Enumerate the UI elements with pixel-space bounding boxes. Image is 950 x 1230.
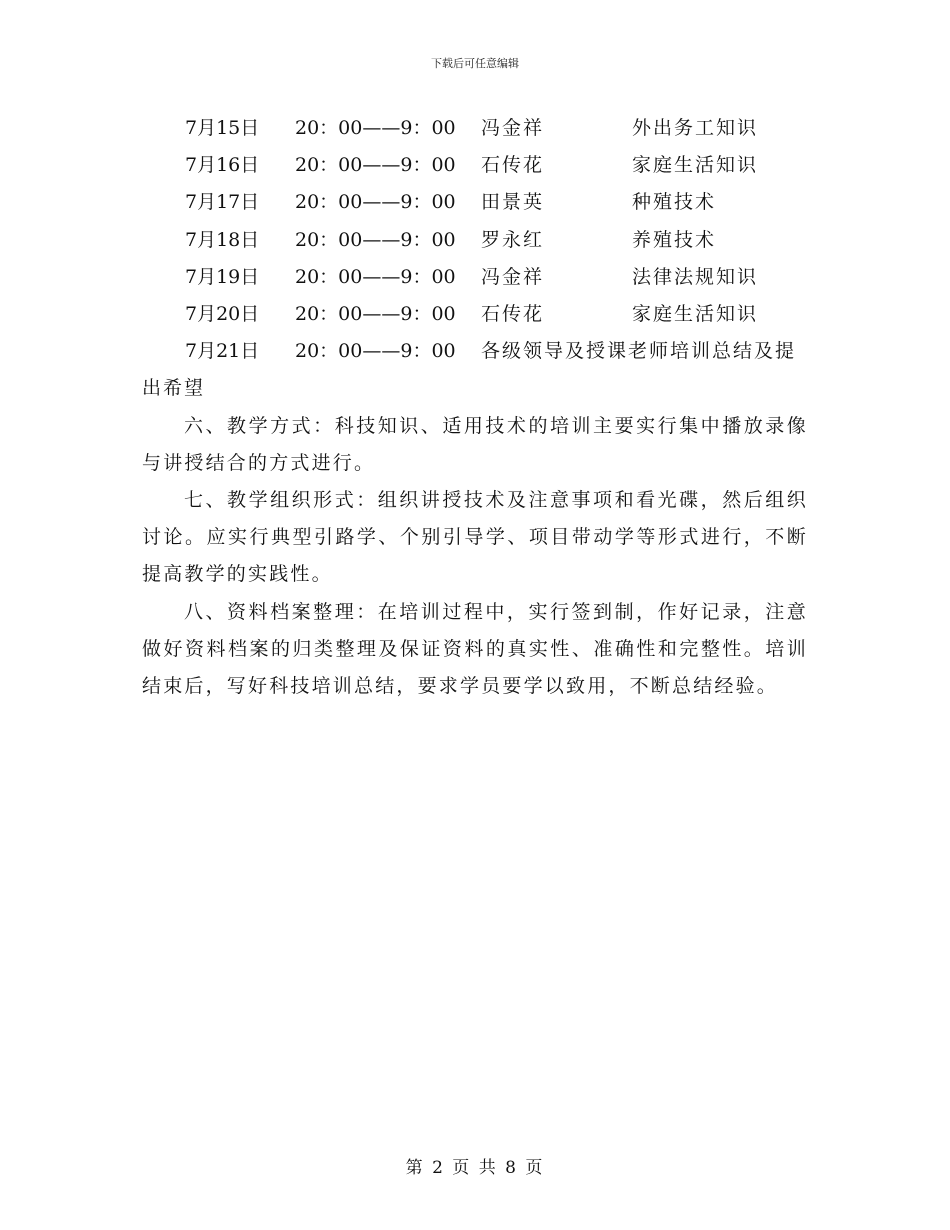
schedule-time: 20：00——9：00 xyxy=(295,228,456,251)
schedule-time: 20：00——9：00 xyxy=(295,340,456,363)
schedule-date: 7月16日 xyxy=(185,154,260,177)
schedule-summary-text: 各级领导及授课老师培训总结及提 xyxy=(481,340,797,363)
schedule-row xyxy=(0,259,950,296)
schedule-topic: 种殖技术 xyxy=(632,191,717,214)
schedule-time: 20：00——9：00 xyxy=(295,302,456,325)
schedule-row-final xyxy=(0,333,950,370)
schedule-row xyxy=(0,184,950,221)
schedule-summary-continuation: 出希望 xyxy=(142,377,206,400)
schedule-topic: 外出务工知识 xyxy=(632,117,759,139)
schedule-date: 7月17日 xyxy=(185,191,260,214)
schedule-teacher: 石传花 xyxy=(481,154,545,177)
schedule-topic: 家庭生活知识 xyxy=(632,302,759,325)
section-seven-teaching-organization: 七、教学组织形式：组织讲授技术及注意事项和看光碟，然后组织讨论。应实行典型引路学、个别引导学、项目带动学等形式进行，不断提高教学的实践性。 xyxy=(142,488,808,586)
schedule-teacher: 冯金祥 xyxy=(481,117,545,139)
schedule-time: 20：00——9：00 xyxy=(295,154,456,177)
page-number: 第 2 页 共 8 页 xyxy=(405,1158,545,1178)
schedule-date: 7月15日 xyxy=(185,117,260,139)
schedule-date: 7月19日 xyxy=(185,265,260,288)
schedule-time: 20：00——9：00 xyxy=(295,117,456,139)
section-six-teaching-method: 六、教学方式：科技知识、适用技术的培训主要实行集中播放录像与讲授结合的方式进行。 xyxy=(142,414,808,474)
schedule-teacher: 罗永红 xyxy=(481,228,545,251)
schedule-topic: 家庭生活知识 xyxy=(632,154,759,177)
schedule-row xyxy=(0,110,950,147)
schedule-teacher: 冯金祥 xyxy=(481,265,545,288)
schedule-time: 20：00——9：00 xyxy=(295,265,456,288)
schedule-teacher: 石传花 xyxy=(481,302,545,325)
schedule-date: 7月21日 xyxy=(185,340,260,363)
section-eight-archive-management: 八、资料档案整理：在培训过程中，实行签到制，作好记录，注意做好资料档案的归类整理及保证资料的真实性、准确性和完整性。培训结束后，写好科技培训总结，要求学员要学以致用，不断总结经验。 xyxy=(142,600,808,697)
schedule-topic: 法律法规知识 xyxy=(632,265,759,288)
page-header: 下载后可任意编辑 xyxy=(431,57,519,70)
schedule-row xyxy=(0,222,950,259)
schedule-date: 7月20日 xyxy=(185,302,260,325)
training-schedule xyxy=(0,110,950,705)
schedule-time: 20：00——9：00 xyxy=(295,191,456,214)
schedule-row xyxy=(0,296,950,333)
schedule-teacher: 田景英 xyxy=(481,191,545,214)
schedule-row xyxy=(0,147,950,184)
schedule-topic: 养殖技术 xyxy=(632,228,717,251)
schedule-date: 7月18日 xyxy=(185,228,260,251)
